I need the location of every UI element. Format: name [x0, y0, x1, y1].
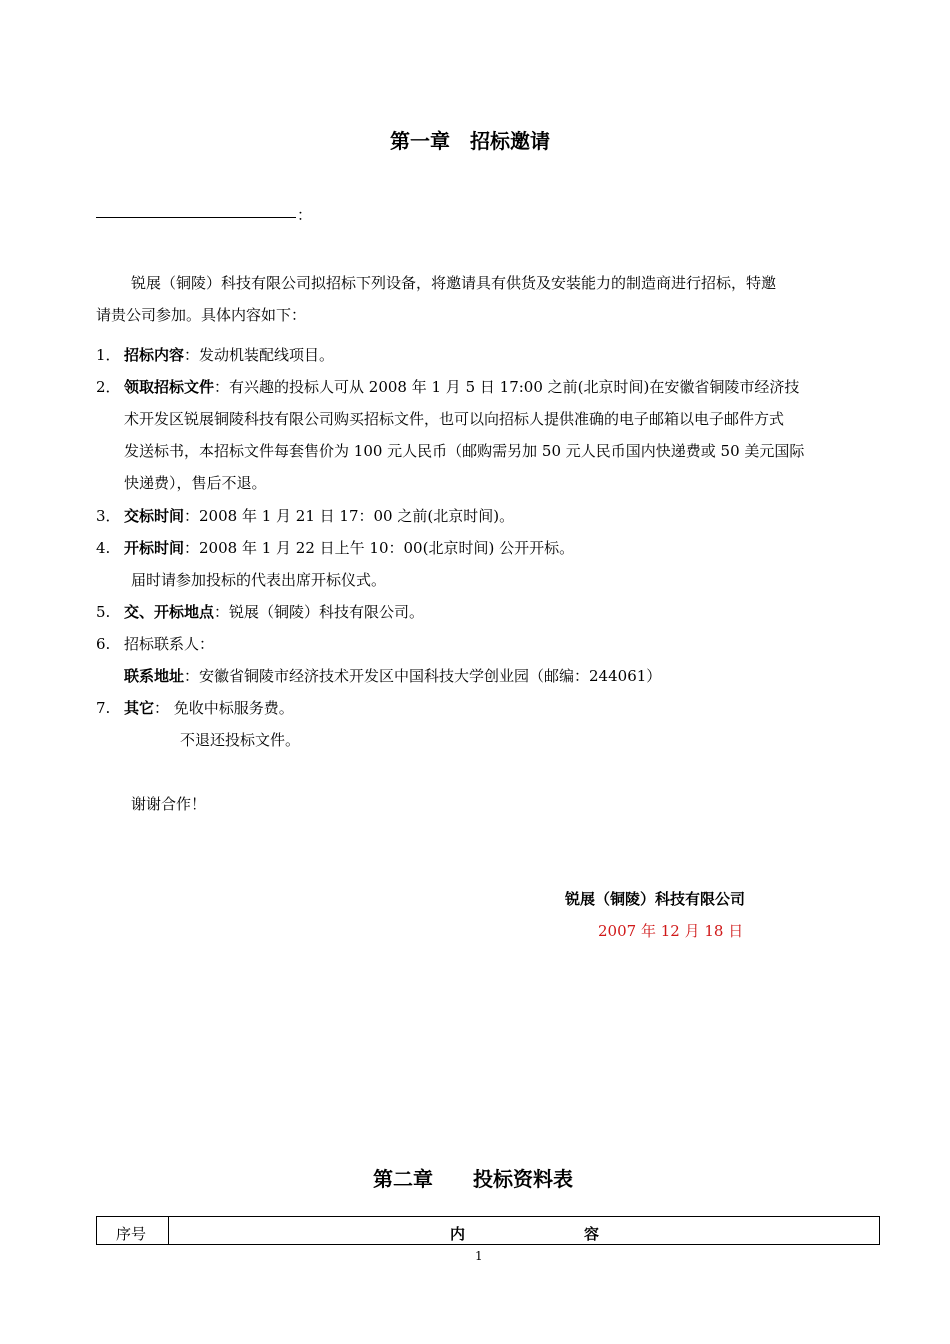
chapter-2-title: 第二章 投标资料表	[373, 1167, 573, 1191]
item-label: 其它	[124, 699, 155, 717]
item-number: 2．	[96, 378, 121, 396]
item-2-cont-1: 术开发区锐展铜陵科技有限公司购买招标文件，也可以向招标人提供准确的电子邮箱以电子邮件方式	[124, 410, 785, 428]
item-7-content	[124, 698, 294, 718]
item-4	[96, 538, 110, 558]
item-2-cont-3: 快递费），售后不退。	[124, 474, 267, 492]
signature-company: 锐展（铜陵）科技有限公司	[565, 890, 746, 908]
item-text: ：有兴趣的投标人可从 2008 年 1 月 5 日 17:00 之前(北京时间)在安徽省铜陵市经济技	[214, 378, 800, 396]
intro-line-1: 锐展（铜陵）科技有限公司拟招标下列设备，将邀请具有供货及安装能力的制造商进行招标，特邀	[131, 274, 777, 292]
item-7-cont-1: 不退还投标文件。	[180, 731, 301, 749]
item-5-content	[124, 602, 424, 622]
recipient-blank-line	[96, 217, 296, 218]
item-text: ：安徽省铜陵市经济技术开发区中国科技大学创业园（邮编：244061）	[184, 667, 662, 685]
item-4-content	[124, 538, 574, 558]
chapter-1-title: 第一章 招标邀请	[390, 129, 550, 153]
item-text: ：2008 年 1 月 21 日 17：00 之前(北京时间)。	[184, 507, 515, 525]
item-text: ： 免收中标服务费。	[154, 699, 294, 717]
item-label: 交标时间	[124, 507, 185, 525]
item-2-cont-2: 发送标书，本招标文件每套售价为 100 元人民币（邮购需另加 50 元人民币国内快递费或 50 美元国际	[124, 442, 805, 460]
item-label: 开标时间	[124, 539, 185, 557]
item-4-cont-1: 届时请参加投标的代表出席开标仪式。	[131, 571, 387, 589]
item-3-content	[124, 506, 514, 526]
item-text: ：2008 年 1 月 22 日上午 10：00(北京时间) 公开开标。	[184, 539, 575, 557]
contact-address	[124, 666, 661, 686]
item-label: 招标内容	[124, 346, 185, 364]
thanks-line: 谢谢合作！	[131, 795, 207, 813]
item-text: ：锐展（铜陵）科技有限公司。	[214, 603, 425, 621]
signature-date: 2007 年 12 月 18 日	[598, 922, 744, 940]
table-column-divider	[168, 1217, 169, 1244]
item-1-content	[124, 345, 334, 365]
item-number: 1．	[96, 346, 121, 364]
item-2	[96, 377, 121, 397]
bid-data-table	[96, 1216, 880, 1245]
table-header-content-1: 内	[450, 1225, 466, 1243]
item-label: 联系地址	[124, 667, 185, 685]
page-number: 1	[475, 1249, 483, 1263]
table-header-index: 序号	[116, 1225, 147, 1243]
item-6	[96, 634, 110, 654]
item-text: 招标联系人：	[124, 635, 215, 653]
item-number: 5.	[96, 603, 111, 621]
item-6-content	[124, 634, 214, 654]
item-label: 领取招标文件	[124, 378, 215, 396]
item-text: ：发动机装配线项目。	[184, 346, 335, 364]
intro-line-2: 请贵公司参加。具体内容如下：	[96, 306, 307, 324]
item-number: 7.	[96, 699, 111, 717]
item-number: 6.	[96, 635, 111, 653]
recipient-colon: ：	[297, 206, 313, 224]
item-1	[96, 345, 121, 365]
item-5	[96, 602, 110, 622]
table-header-content-2: 容	[584, 1225, 600, 1243]
item-7	[96, 698, 110, 718]
item-2-content	[124, 377, 799, 397]
item-label: 交、开标地点	[124, 603, 215, 621]
item-3	[96, 506, 121, 526]
item-number: 3．	[96, 507, 121, 525]
item-number: 4.	[96, 539, 111, 557]
